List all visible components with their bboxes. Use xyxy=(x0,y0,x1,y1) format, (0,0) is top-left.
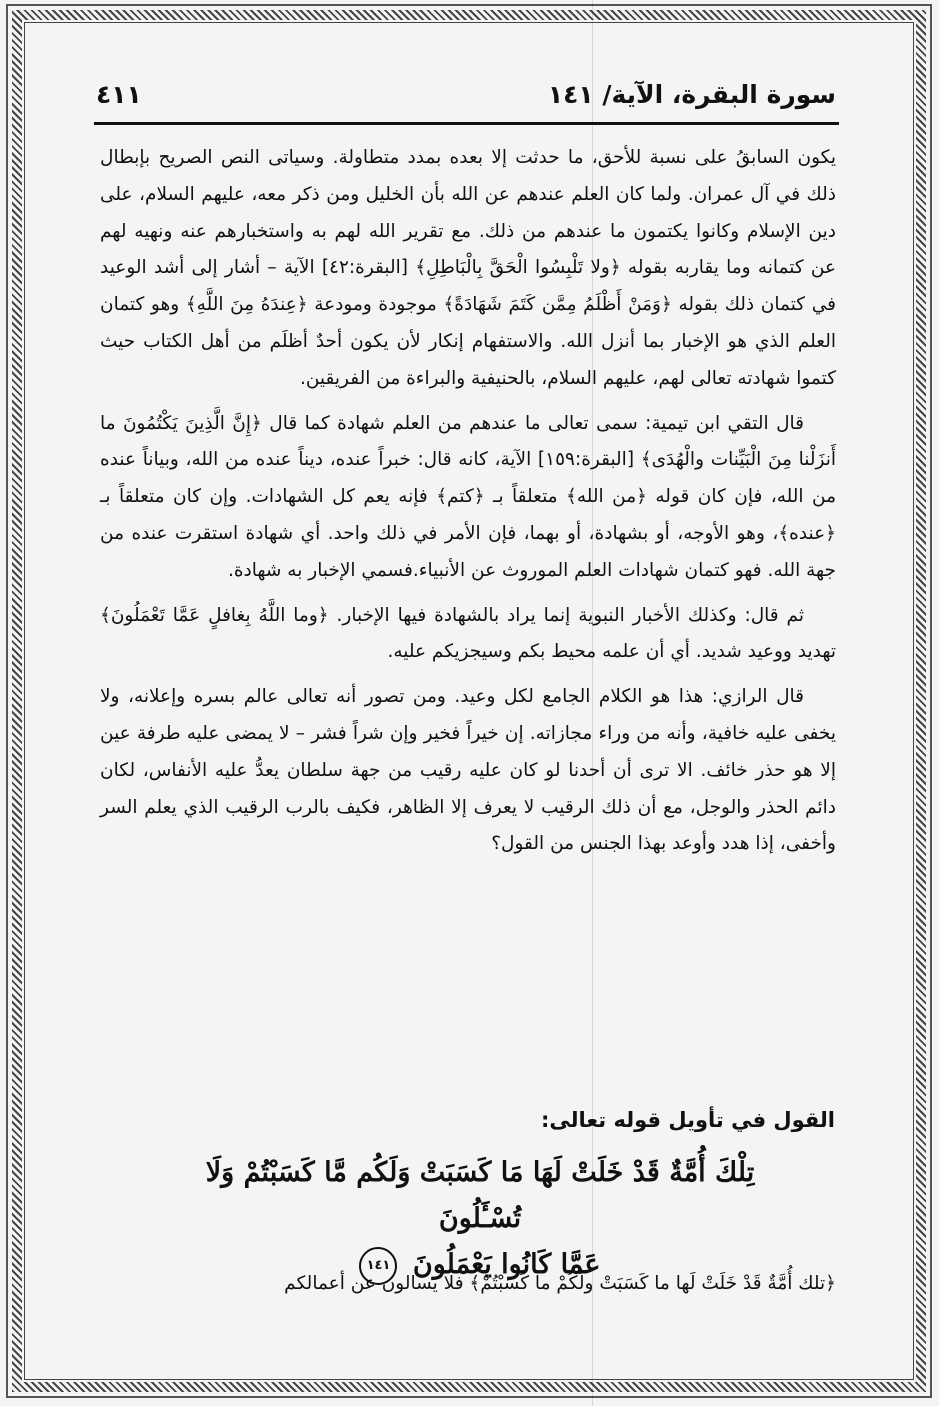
paragraph-3: ثم قال: وكذلك الأخبار النبوية إنما يراد بالشهادة فيها الإخبار. ﴿وما اللَّهُ بِغافلٍ عَمَّا تَعْمَلُونَ﴾ تهديد ووعيد شديد. أي أن علمه محيط بكم وسيجزيكم عليه. xyxy=(100,604,836,663)
header-rule xyxy=(94,122,839,125)
verse-number-marker: ١٤١ xyxy=(359,1247,397,1285)
page-header xyxy=(96,78,836,118)
body-text xyxy=(100,140,836,871)
page-number: ٤١١ xyxy=(96,80,142,109)
verse-line-2: عَمَّا كَانُوا يَعْمَلُونَ xyxy=(412,1249,601,1280)
paragraph-4: قال الرازي: هذا هو الكلام الجامع لكل وعيد. ومن تصور أنه تعالى عالم بسره وإعلانه، ولا يخفى عليه خافية، وأنه من وراء مجازاته. إن خيراً فخير وإن شراً فشر – لا يمضى عليه طرفة عين إلا هو حذر خائف. الا ترى أن أحدنا لو كان عليه رقيب من جهة سلطان يعدُّ عليه الأنفاس، لكان دائم الحذر والوجل، مع أن ذلك الرقيب لا يعرف إلا الظاهر، فكيف بالرب الرقيب الذي يعلم السر وأخفى، إذا هدد وأوعد بهذا الجنس من القول؟ xyxy=(100,686,836,855)
verse-line-1: تِلْكَ أُمَّةٌ قَدْ خَلَتْ لَهَا مَا كَسَبَتْ وَلَكُم مَّا كَسَبْتُمْ وَلَا تُسْـَٔلُونَ xyxy=(205,1157,755,1234)
paragraph-1: يكون السابقُ على نسبة للأحق، ما حدثت إلا بعده بمدد متطاولة. وسياتى النص الصريح بإبطال ذلك في آل عمران. ولما كان العلم عندهم عن الله بأن الخليل ومن ذكر معه، عليهم السلام، على دين الإسلام وكانوا يكتمون ما عندهم من ذلك. مع تقرير الله لهم به واستخبارهم عنه ونهيه لهم عن كتمانه وما يقاربه بقوله ﴿ولا تَلْبِسُوا الْحَقَّ بِالْبَاطِلِ﴾ [البقرة:٤٢] الآية – أشار إلى أشد الوعيد في كتمان ذلك بقوله ﴿وَمَنْ أَظْلَمُ مِمَّن كَتَمَ شَهَادَةً﴾ موجودة ومودعة ﴿عِندَهُ مِنَ اللَّهِ﴾ وهو كتمان العلم الذي هو الإخبار بما أنزل الله. والاستفهام إنكار لأن يكون أحدٌ أظلَم من أهل الكتاب حيث كتموا شهادته تعالى لهم، عليهم السلام، بالحنيفية والبراءة من الفريقين. xyxy=(100,147,836,389)
commentary-continuation: ﴿تلك أُمَّةٌ قَدْ خَلَتْ لَها ما كَسَبَتْ ولَكُمْ ما كَسَبْتُمْ﴾ فلا يسالون عن أعمالكم xyxy=(284,1273,836,1294)
paragraph-2: قال التقي ابن تيمية: سمى تعالى ما عندهم من العلم شهادة كما قال ﴿إِنَّ الَّذِينَ يَكْتُمُونَ ما أَنزَلْنا مِنَ الْبَيِّنات والْهُدَى﴾ [البقرة:١٥٩] الآية، كانه قال: خبراً عنده، ديناً عنده من الله، وبياناً عنده من الله، فإن كان قوله ﴿من الله﴾ متعلقاً بـ ﴿كتم﴾ فإنه يعم كل الشهادات. وإن كان متعلقاً بـ ﴿عنده﴾، وهو الأوجه، أو بشهادة، أو بهما، فإن الأمر في ذلك واحد. أي شهادة استقرت عنده من جهة الله. فهو كتمان شهادات العلم الموروث عن الأنبياء.فسمي الإخبار به شهادة. xyxy=(100,412,837,581)
running-title: سورة البقرة، الآية/ ١٤١ xyxy=(547,80,836,109)
section-subheading: القول في تأويل قوله تعالى: xyxy=(541,1108,835,1132)
